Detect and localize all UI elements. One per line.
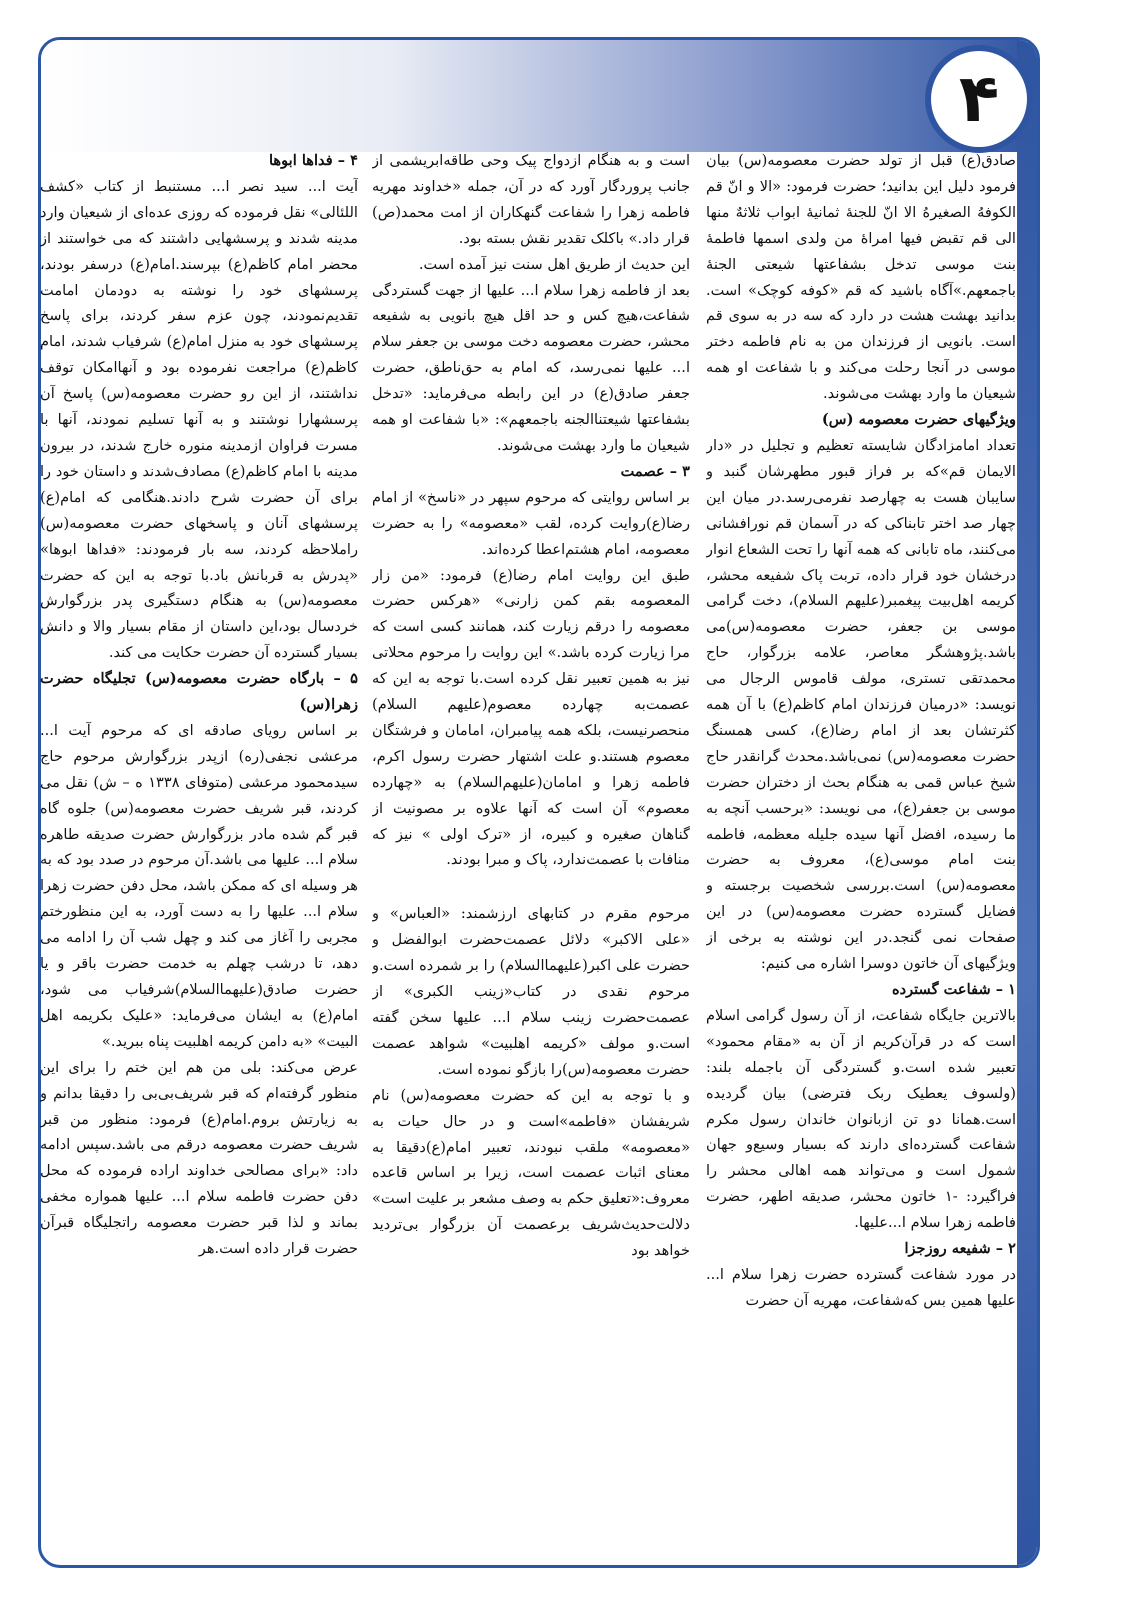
body-paragraph: بر اساس رویای صادقه ای که مرحوم آیت ا... مرعشی نجفی(ره) ازپدر بزرگوارش مرحوم حاج سیدمحمود مرعشی (متوفای ۱۳۳۸ ه – ش) نقل می کردند، قبر شریف حضرت معصومه(س) جلوه گاه قبر گم شده مادر بزرگوارش حضرت صدیقه طاهره سلام ا... علیها می باشد.آن مرحوم در صدد بود که به هر وسیله ای که ممکن باشد، محل دفن حضرت زهرا سلام ا... علیها را به دست آورد، به این منظورختم مجربی را آغاز می کند و چهل شب آن را ادامه می دهد، تا درشب چهلم به خدمت حضرت باقر و یا حضرت صادق(علیهماالسلام)شرفیاب می شود، امام(ع) به ایشان می‌فرماید: «علیک بکریمه اهل البیت» «به دامن کریمه اهلبیت پناه ببرید.» [40,721,358,1050]
text-column-middle [372,148,690,1533]
body-paragraph: بر اساس روایتی که مرحوم سپهر در «ناسخ» از امام رضا(ع)روایت کرده، لقب «معصومه» را به حضرت معصومه، امام هشتم‌اعطا کرده‌اند. [372,488,690,558]
body-paragraph: این حدیث از طریق اهل سنت نیز آمده است. [418,255,690,273]
body-paragraph: طبق این روایت امام رضا(ع) فرمود: «من زار المعصومه بقم کمن زارنی» «هرکس حضرت معصومه را درقم زیارت کند، همانند کسی است که مرا زیارت کرده باشد.» این روایت را مرحوم محلاتی نیز به همین تعبیر نقل کرده است.با توجه به این که عصمت‌به چهارده معصوم(علیهم السلام) منحصرنیست، بلکه همه پیامبران، امامان و فرشتگان معصوم هستند.و علت اشتهار حضرت رسول اکرم، فاطمه زهرا و امامان(علیهم‌السلام) به «چهارده معصوم» آن است که آنها علاوه بر مصونیت از گناهان صغیره و کبیره، از «ترک اولی » نیز که منافات با عصمت‌ندارد، پاک و مبرا بودند. [372,566,690,869]
section-heading: ۴ – فداها ابوها [268,152,358,169]
text-column-left [40,148,358,1533]
body-paragraph: بالاترین جایگاه شفاعت، از آن رسول گرامی اسلام است که در قرآن‌کریم از آن به «مقام محمود» تعبیر شده است.و گستردگی آن باجمله بلند: (ولسوف یعطیک ربک فترضی) بیان گردیده است.همانا دو تن ازبانوان خاندان رسول مکرم شفاعت گسترده‌ای دارند که بسیار وسیع‌و جهان شمول است و می‌تواند همه اهالی محشر را فراگیرد: -۱ خاتون محشر، صدیقه اطهر، حضرت فاطمه زهرا سلام ا...علیها. [706,1006,1016,1232]
body-paragraph: در مورد شفاعت گسترده حضرت زهرا سلام ا... علیها همین بس که‌شفاعت، مهریه آن حضرت [706,1265,1016,1309]
body-paragraph: صادق(ع) قبل از تولد حضرت معصومه(س) بیان فرمود دلیل این بدانید؛ حضرت فرمود: «الا و انّ قم الکوفهُ الصغیرهُ الا انّ للجنهٔ ثمانیهٔ ابواب ثلاثهٌ منها الی قم تقبض فیها امراهٔ من ولدی اسمها فاطمهٔ بنت موسی تدخل بشفاعتها شیعتی الجنهٔ باجمعهم.»آگاه باشید که قم «کوفه کوچک» است. بدانید بهشت هشت در دارد که سه در به سوی قم است. بانویی از فرزندان من به نام فاطمه دختر موسی در آنجا رحلت می‌کند و با شفاعت او همه شیعیان ما وارد بهشت می‌شوند. [706,152,1016,403]
body-paragraph: تعداد امامزادگان شایسته تعظیم و تجلیل در «دار الایمان قم»که بر فراز قبور مطهرشان گنبد و سایبان هست به چهارصد نفرمی‌رسد.در میان این چهار صد اختر تابناکی که در آسمان قم نورافشانی می‌کنند، ماه تابانی که همه آنها را تحت الشعاع انوار درخشان خود قرار داده، تربت پاک شفیعه محشر، کریمه اهل‌بیت پیغمبر(علیهم السلام)، دخت گرامی موسی بن جعفر، حضرت معصومه(س)می باشد.پژوهشگر معاصر، علامه بزرگوار، حاج محمدتقی تستری، مولف قاموس الرجال می نویسد: «درمیان فرزندان امام کاظم(ع) با آن همه کثرتشان بعد از امام رضا(ع)، کسی همسنگ حضرت معصومه(س) نمی‌باشد.محدث گرانقدر حاج شیخ عباس قمی به هنگام بحث از دختران حضرت موسی بن جعفر(ع)، می نویسد: «برحسب آنچه به ما رسیده، افضل آنها سیده جلیله معظمه، فاطمه بنت امام موسی(ع)، معروف به حضرت معصومه(س) است.بررسی شخصیت برجسته و فضایل گسترده حضرت معصومه(س) در این صفحات نمی گنجد.در این نوشته به برخی از ویژگیهای آن خاتون دوسرا اشاره می کنیم: [706,436,1016,973]
body-paragraph: آیت ا... سید نصر ا... مستنبط از کتاب «کشف اللئالی» نقل فرموده که روزی عده‌ای از شیعیان وارد مدینه شدند و پرسشهایی داشتند که می خواستند از محضر امام کاظم(ع) بپرسند.امام(ع) درسفر بودند، پرسشهای خود را نوشته به دودمان امامت تقدیم‌نمودند، چون عزم سفر کردند، برای پاسخ پرسشهای خود به منزل امام(ع) شرفیاب شدند، امام کاظم(ع) مراجعت نفرموده بود و آنهاامکان توقف نداشتند، از این رو حضرت معصومه(س) پاسخ آن پرسشهارا نوشتند و به آنها تسلیم نمودند، آنها با مسرت فراوان ازمدینه منوره خارج شدند، در بیرون مدینه با امام کاظم(ع) مصادف‌شدند و داستان خود را برای آن حضرت شرح دادند.هنگامی که امام(ع) پرسشهای آنان و پاسخهای حضرت معصومه(س) راملاحظه کردند، سه بار فرمودند: «فداها ابوها» «پدرش به قربانش باد.با توجه به این که حضرت معصومه(س) به هنگام دستگیری پدر بزرگوارش خردسال بود،این داستان از مقام بسیار والا و دانش بسیار گسترده آن حضرت حکایت می کند. [40,177,358,662]
section-heading: ویژگیهای حضرت معصومه (س) [821,411,1016,429]
section-heading: ۱ – شفاعت گسترده [891,981,1016,998]
side-color-band [1017,40,1037,1565]
body-paragraph: است و به هنگام ازدواج پیک وحی طاقه‌ابریشمی از جانب پروردگار آورد که در آن، جمله «خداوند مهریه فاطمه زهرا را شفاعت گنهکاران از امت محمد(ص) قرار داد.» باکلک تقدیر نقش بسته بود. [372,152,690,247]
body-paragraph: عرض می‌کند: بلی من هم این ختم را برای این منظور گرفته‌ام که قبر شریف‌بی‌بی را دقیقا بدانم و به زیارتش بروم.امام(ع) فرمود: منظور من قبر شریف حضرت معصومه درقم می باشد.سپس ادامه داد: «برای مصالحی خداوند اراده فرموده که محل دفن حضرت فاطمه سلام ا... علیها همواره مخفی بماند و لذا قبر حضرت معصومه راتجلیگاه قبرآن حضرت قرار داده است.هر [40,1058,358,1258]
text-column-right [706,148,1016,1533]
body-paragraph: مرحوم مقرم در کتابهای ارزشمند: «العباس» و «علی الاکبر» دلائل عصمت‌حضرت ابوالفضل و حضرت علی اکبر(علیهماالسلام) را بر شمرده است.و مرحوم نقدی در کتاب«زینب الکبری» از عصمت‌حضرت زینب سلام ا... علیها سخن گفته است.و مولف «کریمه اهلبیت» شواهد عصمت حضرت معصومه(س)را بازگو نموده است. [372,905,690,1078]
body-paragraph: و با توجه به این که حضرت معصومه(س) نام شریفشان «فاطمه»است و در حال حیات به «معصومه» ملقب نبودند، تعبیر امام(ع)دقیقا به معنای اثبات عصمت است، زیرا بر اساس قاعده معروف:«تعلیق حکم به وصف مشعر بر علیت است» دلالت‌حدیث‌شریف برعصمت آن بزرگوار بی‌تردید خواهد بود [372,1086,690,1260]
header-gradient-band [41,40,1037,152]
section-heading: ۳ – عصمت [620,462,690,480]
body-paragraph: بعد از فاطمه زهرا سلام ا... علیها از جهت گستردگی شفاعت،هیچ کس و حد اقل هیچ بانویی به شفیعه محشر، حضرت معصومه دخت موسی بن جعفر سلام ا... علیها نمی‌رسد، که امام به حق‌ناطق، حضرت جعفر صادق(ع) در این رابطه می‌فرماید: «تدخل بشفاعتها شیعتناالجنه باجمعهم»: «با شفاعت او همه شیعیان ما وارد بهشت می‌شوند. [372,281,690,454]
section-heading: ۲ – شفیعه روزجزا [904,1240,1016,1258]
page-number-badge: ۴ [931,51,1027,147]
section-heading: ۵ – بارگاه حضرت معصومه(س) تجلیگاه حضرت زهرا(س) [40,670,358,714]
